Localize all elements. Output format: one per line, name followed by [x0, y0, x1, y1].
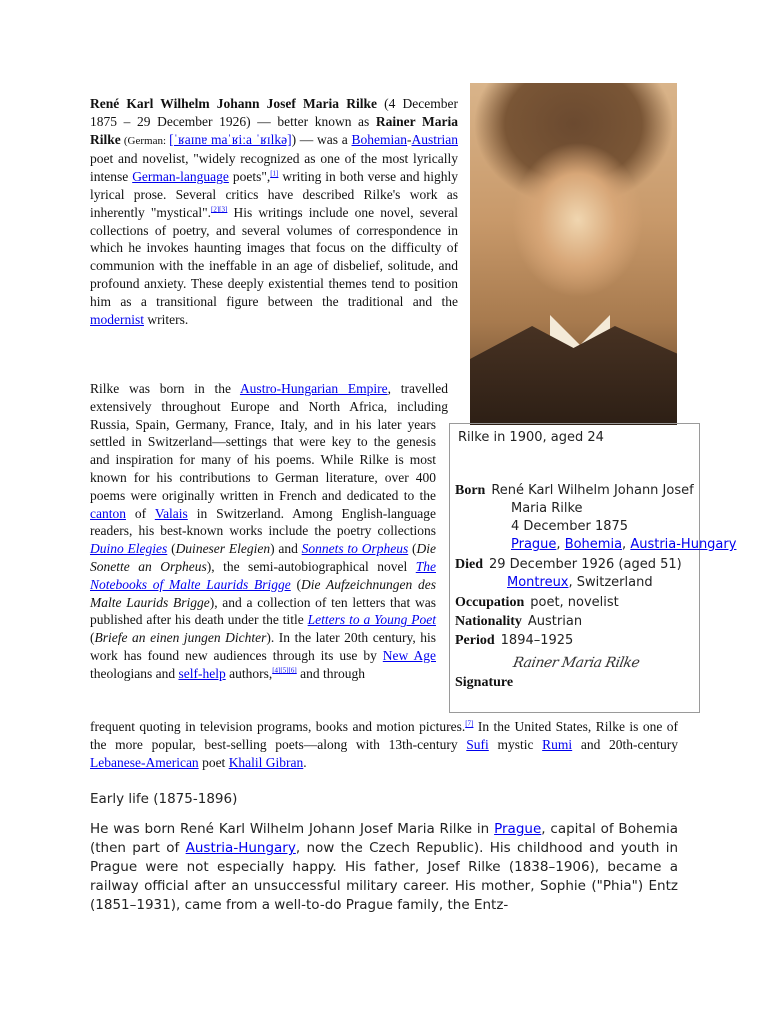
rilke-portrait-photo: [470, 83, 677, 425]
italic-notebooks: Die Aufzeichnungen des Malte Laurids Brigge: [90, 576, 436, 610]
link-austro-hungarian-empire[interactable]: Austro-Hungarian Empire: [239, 381, 388, 396]
text: poet: [198, 754, 229, 770]
link-montreux[interactable]: Montreux: [507, 575, 569, 590]
born-line3: 4 December 1875: [511, 519, 629, 534]
period-value: 1894–1925: [500, 633, 574, 648]
wrap-spacer-1: [448, 380, 458, 420]
text: His writings include one novel, several collections of poetry, and several volumes of correspondence in which he invokes haunting images that focus on the difficulty of communion with the ineffable in an age of disbelief, solitude, and profound anxiety. These deeply existential themes tend to position him as a transitional figure between the traditional and the: [90, 204, 458, 309]
text: , travelled extensively throughout Europe and North Africa, including Russia, Spain, Germany, France, Italy, and in his later years settled in Switzerland—settings that were key to the genesis and inspiration for many of his poems. While Rilke is most known for his contributions to German literature, over 400 poems were originally written in French and dedicated to the: [90, 381, 448, 503]
infobox-period-row: [455, 632, 573, 650]
link-sufi[interactable]: Sufi: [466, 736, 489, 752]
text: -: [407, 131, 412, 147]
infobox-born-row: [455, 482, 694, 500]
link-sonnets-to-orpheus[interactable]: Sonnets to Orpheus: [301, 541, 409, 557]
text: mystic: [488, 736, 543, 752]
italic-letters: Briefe an einen jungen Dichter: [94, 630, 267, 646]
text: ). In the later 20th century, his work has found new audiences through its use by: [90, 630, 436, 663]
text: In the United States, Rilke is one of the more popular, best-selling poets—along with 13th-century: [90, 719, 678, 752]
infobox-signature-row: [455, 674, 513, 692]
link-letters-young-poet[interactable]: Letters to a Young Poet: [307, 612, 436, 628]
occupation-label: Occupation: [455, 595, 525, 610]
text: (: [408, 541, 417, 557]
text: (: [290, 576, 302, 592]
text: of: [126, 505, 155, 521]
ref-7[interactable]: [7]: [465, 719, 474, 728]
link-valais[interactable]: Valais: [154, 505, 188, 521]
text: He was born René Karl Wilhelm Johann Josef Maria Rilke in: [90, 821, 495, 837]
text: (German:: [120, 134, 170, 147]
infobox-caption: Rilke in 1900, aged 24: [458, 430, 604, 445]
link-austria-hungary-body[interactable]: Austria-Hungary: [185, 840, 296, 856]
text: ) — was a: [291, 131, 352, 147]
text: writing in both verse and highly lyrical prose. Several critics have described Rilke's work as inherently "mystical".: [90, 169, 458, 220]
text: (4 December 1875 – 29 December 1926) — better known as: [90, 96, 458, 129]
text: ), and a collection of ten letters that was published after his death under the title: [90, 594, 437, 628]
text: , capital of Bohemia (then part of: [90, 821, 678, 856]
intro-paragraph: [90, 95, 458, 328]
nationality-value: Austrian: [527, 614, 583, 629]
text: Rilke was born in the: [90, 381, 240, 396]
ref-2-3[interactable]: [2][3]: [211, 205, 228, 214]
second-paragraph: [90, 380, 458, 712]
text: theologians and: [90, 665, 179, 681]
born-label: Born: [455, 483, 486, 498]
infobox-died-row: [455, 556, 682, 574]
name-full: René Karl Wilhelm Johann Josef Maria Rilke: [90, 96, 377, 111]
text: , now the Czech Republic). His childhood and youth in Prague were not especially happy. His father, Josef Rilke (1838–1906), became a railway official after an unsuccessful military career. His mother, Sophie ("Phia") Entz (1851–1931), came from a well-to-do Prague family, the Entz-: [90, 840, 678, 913]
italic-duino: Duineser Elegien: [175, 541, 271, 557]
link-austrian[interactable]: Austrian: [411, 131, 458, 147]
text: in Switzerland. Among English-language readers, his best-known works include the poetry collections: [90, 505, 436, 539]
period-label: Period: [455, 633, 495, 648]
text: frequent quoting in television programs, books and motion pictures.: [90, 719, 466, 734]
text: writers.: [144, 311, 189, 327]
italic-sonnets: Die Sonette an Orpheus: [90, 541, 436, 574]
link-self-help[interactable]: self-help: [178, 665, 226, 681]
signature-image: Rainer Maria Rilke: [511, 655, 641, 671]
infobox: [449, 423, 737, 713]
link-bohemian[interactable]: Bohemian: [351, 131, 407, 147]
died-line1: 29 December 1926 (aged 51): [489, 557, 682, 572]
link-austria-hungary[interactable]: Austria-Hungary: [630, 537, 737, 552]
text: authors,: [225, 665, 273, 681]
early-life-paragraph: [90, 820, 678, 915]
link-notebooks[interactable]: The Notebooks of Malte Laurids Brigge: [90, 558, 436, 592]
text: (: [167, 541, 176, 557]
wide-paragraph: [90, 718, 678, 771]
died-place-rest: , Switzerland: [568, 575, 653, 590]
link-prague[interactable]: Prague: [511, 537, 557, 552]
text: ), the semi-autobiographical novel: [206, 558, 416, 574]
link-modernist[interactable]: modernist: [90, 311, 144, 327]
text: ) and: [270, 541, 302, 557]
photo-suit: [470, 315, 677, 425]
died-place: [507, 574, 653, 592]
link-german-language[interactable]: German-language: [132, 169, 229, 185]
text: .: [303, 754, 307, 770]
nationality-label: Nationality: [455, 614, 522, 629]
text: poet and novelist, "widely recognized as one of the most lyrically intense: [90, 151, 458, 185]
born-line1: René Karl Wilhelm Johann Josef: [491, 483, 694, 498]
link-prague-body[interactable]: Prague: [494, 821, 542, 837]
ref-1[interactable]: [1]: [270, 169, 279, 178]
link-rumi[interactable]: Rumi: [542, 736, 573, 752]
infobox-occupation-row: [455, 594, 619, 612]
signature-label: Signature: [455, 675, 514, 690]
born-place: Prague, Bohemia, Austria-Hungary: [511, 537, 737, 552]
early-life-heading: Early life (1875-1896): [90, 791, 238, 807]
link-new-age[interactable]: New Age: [382, 647, 436, 663]
link-lebanese-american[interactable]: Lebanese-American: [90, 754, 199, 770]
link-ipa[interactable]: [ˈʁaɪnɐ maˈʁiːa ˈʁɪlkə]: [169, 131, 292, 147]
text: and through: [296, 665, 365, 681]
ref-4-5-6[interactable]: [4][5][6]: [272, 666, 297, 675]
text: poets",: [228, 169, 271, 185]
died-label: Died: [455, 557, 483, 572]
link-bohemia[interactable]: Bohemia: [564, 537, 623, 552]
text: and 20th-century: [572, 736, 679, 752]
wrap-spacer-2: [436, 420, 458, 712]
link-duino-elegies[interactable]: Duino Elegies: [90, 541, 168, 557]
text: (: [90, 630, 95, 646]
occupation-value: poet, novelist: [530, 595, 619, 610]
link-khalil-gibran[interactable]: Khalil Gibran: [228, 754, 304, 770]
link-canton[interactable]: canton: [90, 505, 126, 521]
born-line2: Maria Rilke: [511, 501, 583, 516]
name-known: Rainer Maria Rilke: [90, 113, 458, 147]
infobox-nationality-row: [455, 613, 582, 631]
